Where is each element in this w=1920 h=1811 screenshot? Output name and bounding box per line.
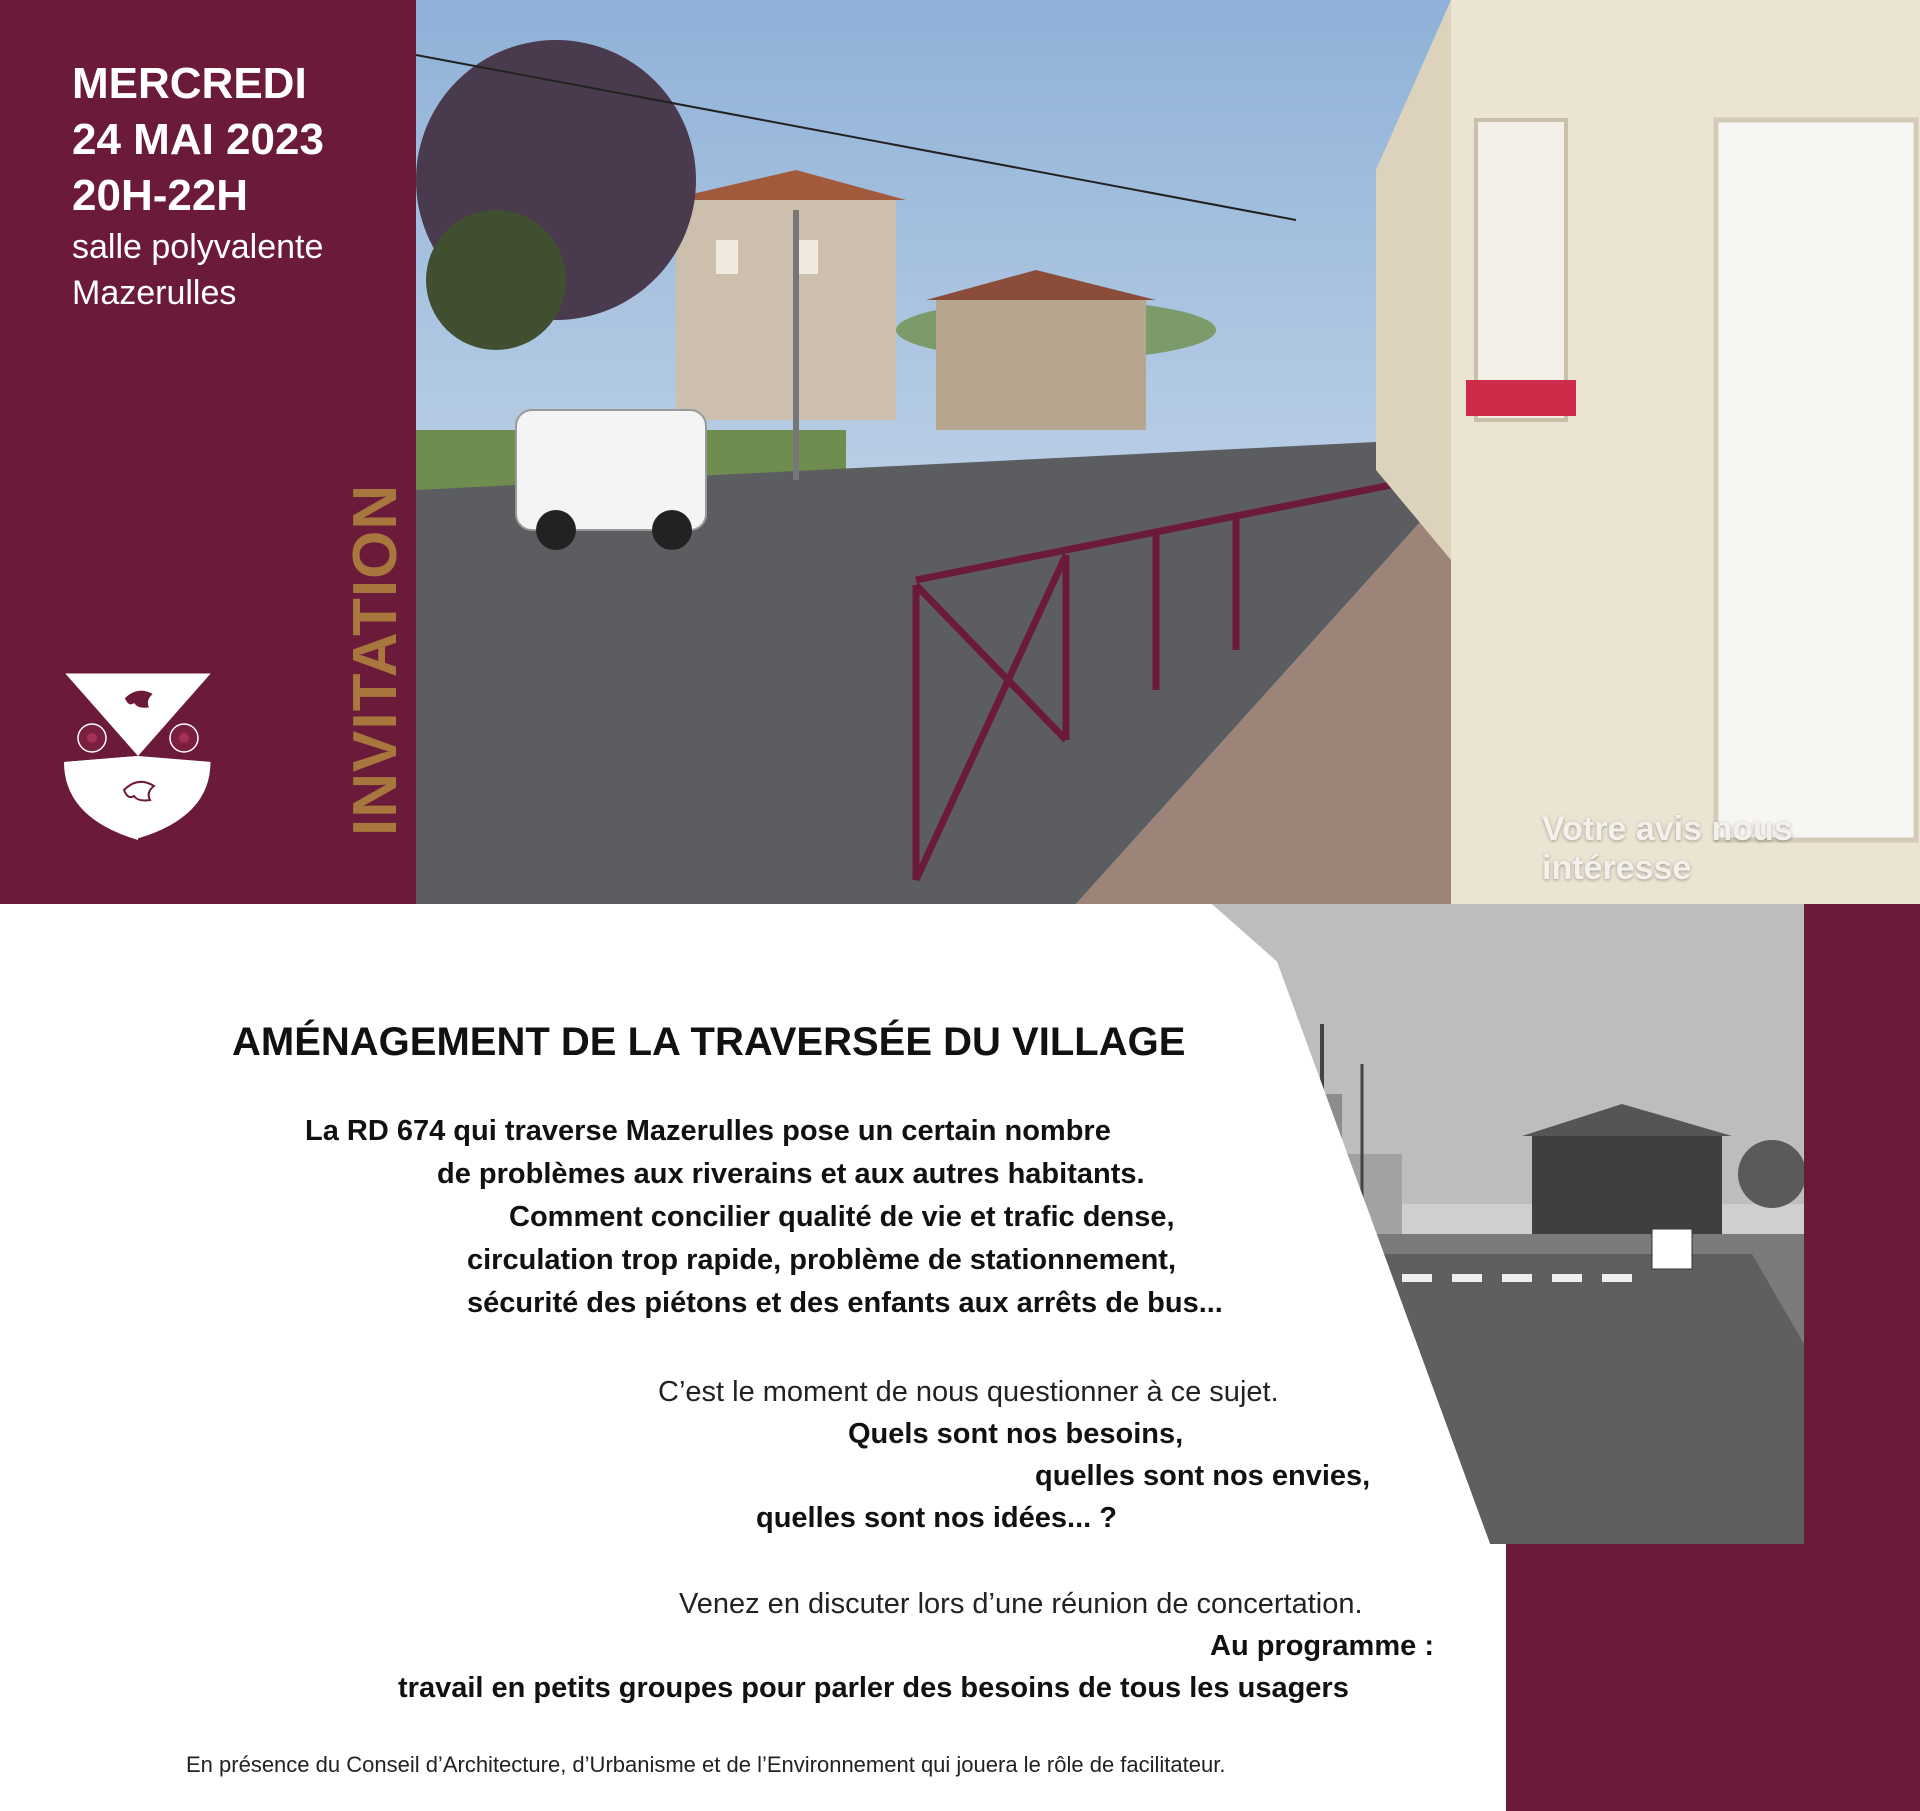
invitation-label: INVITATION — [341, 483, 410, 836]
program-description: travail en petits groupes pour parler des besoins de tous les usagers — [398, 1672, 1349, 1704]
intro-line-5: sécurité des piétons et des enfants aux arrêts de bus... — [467, 1287, 1223, 1319]
program-label: Au programme : — [1210, 1630, 1434, 1662]
coat-of-arms-icon — [62, 670, 214, 842]
intro-line-2: de problèmes aux riverains et aux autres habitants. — [437, 1158, 1145, 1190]
event-town: Mazerulles — [72, 274, 237, 312]
event-date: 24 MAI 2023 — [72, 115, 324, 164]
page-title: AMÉNAGEMENT DE LA TRAVERSÉE DU VILLAGE — [232, 1020, 1186, 1064]
question-lead: C’est le moment de nous questionner à ce sujet. — [658, 1376, 1279, 1408]
question-1: Quels sont nos besoins, — [848, 1418, 1184, 1450]
sidebar-panel — [0, 0, 416, 904]
event-venue: salle polyvalente — [72, 228, 324, 266]
event-time: 20H-22H — [72, 171, 249, 220]
intro-line-3: Comment concilier qualité de vie et trafic dense, — [509, 1201, 1175, 1233]
question-2: quelles sont nos envies, — [1035, 1460, 1371, 1492]
photo-caption: Votre avis nous intéresse — [1542, 810, 1793, 887]
meeting-invite: Venez en discuter lors d’une réunion de concertation. — [679, 1588, 1363, 1620]
footnote: En présence du Conseil d’Architecture, d’Urbanisme et de l’Environnement qui jouera le rôle de facilitateur. — [186, 1752, 1226, 1777]
event-details — [72, 56, 324, 316]
street-photo — [416, 0, 1920, 904]
main-content — [0, 904, 1500, 1811]
intro-line-4: circulation trop rapide, problème de stationnement, — [467, 1244, 1176, 1276]
event-day: MERCREDI — [72, 59, 307, 108]
question-3: quelles sont nos idées... ? — [756, 1502, 1117, 1534]
intro-line-1: La RD 674 qui traverse Mazerulles pose un certain nombre — [305, 1115, 1111, 1147]
